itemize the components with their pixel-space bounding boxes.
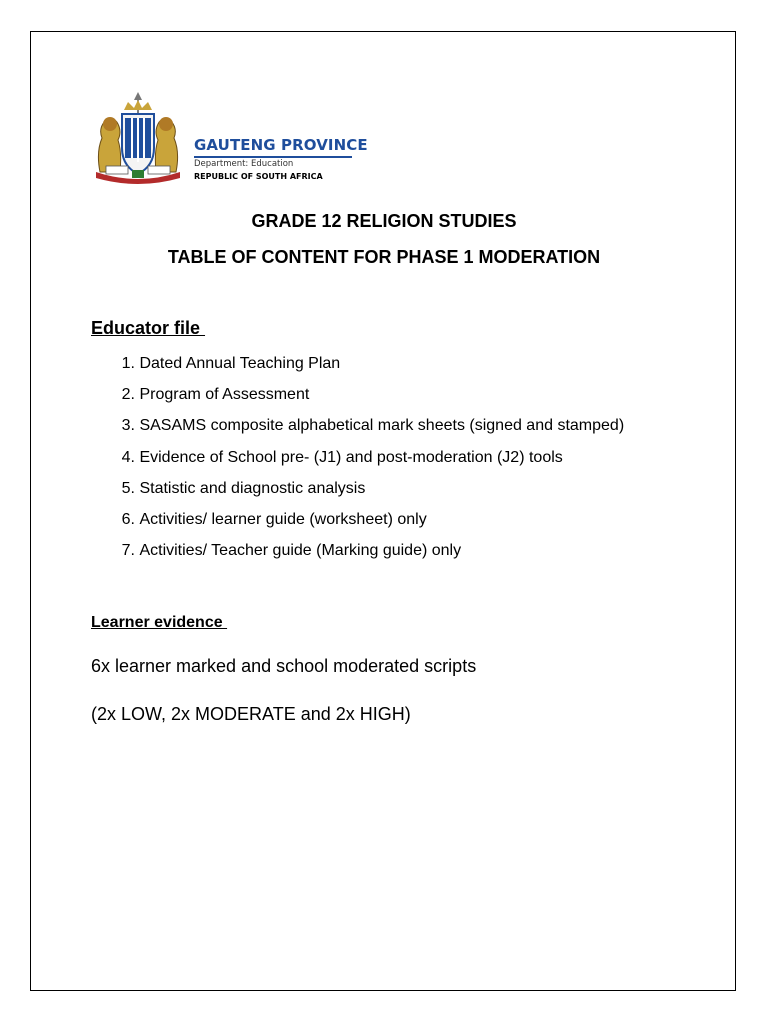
list-item-text: Program of Assessment: [139, 386, 310, 404]
list-item: [91, 350, 624, 381]
learner-evidence-breakdown: (2x LOW, 2x MODERATE and 2x HIGH): [91, 704, 411, 724]
logo-divider: [194, 156, 352, 158]
document-heading-grade: GRADE 12 RELIGION STUDIES: [251, 211, 517, 231]
list-item-number: 6.: [121, 510, 135, 528]
list-item: [91, 381, 624, 412]
list-item: [91, 444, 624, 475]
document-heading-toc: TABLE OF CONTENT FOR PHASE 1 MODERATION: [167, 247, 601, 267]
educator-file-list: [91, 350, 624, 568]
logo-department-text: Department: Education: [194, 159, 294, 169]
list-item-number: 1.: [121, 355, 135, 372]
list-item-text: Evidence of School pre- (J1) and post-moderation (J2) tools: [139, 448, 563, 466]
coat-of-arms-icon: [88, 92, 188, 186]
list-item: [91, 506, 624, 537]
list-item-text: Activities/ learner guide (worksheet) only: [139, 510, 427, 528]
logo-brand-text: GAUTENG PROVINCE: [194, 136, 368, 154]
list-item-number: 3.: [121, 417, 135, 435]
list-item-text: SASAMS composite alphabetical mark sheets (signed and stamped): [139, 417, 625, 435]
list-item-number: 7.: [121, 542, 135, 560]
learner-evidence-scripts: 6x learner marked and school moderated scripts: [91, 656, 477, 676]
list-item-text: Statistic and diagnostic analysis: [139, 479, 366, 497]
list-item-text: Dated Annual Teaching Plan: [139, 355, 341, 372]
list-item: [91, 537, 624, 568]
gauteng-logo: [88, 92, 368, 186]
list-item-number: 2.: [121, 386, 135, 404]
list-item-number: 5.: [121, 479, 135, 497]
logo-country-text: REPUBLIC OF SOUTH AFRICA: [194, 172, 323, 181]
list-item-text: Activities/ Teacher guide (Marking guide) only: [139, 542, 462, 560]
list-item: [91, 412, 624, 443]
list-item-number: 4.: [121, 448, 135, 466]
learner-evidence-title: Learner evidence: [91, 614, 228, 631]
list-item: [91, 475, 624, 506]
educator-file-title: Educator file: [91, 318, 206, 338]
